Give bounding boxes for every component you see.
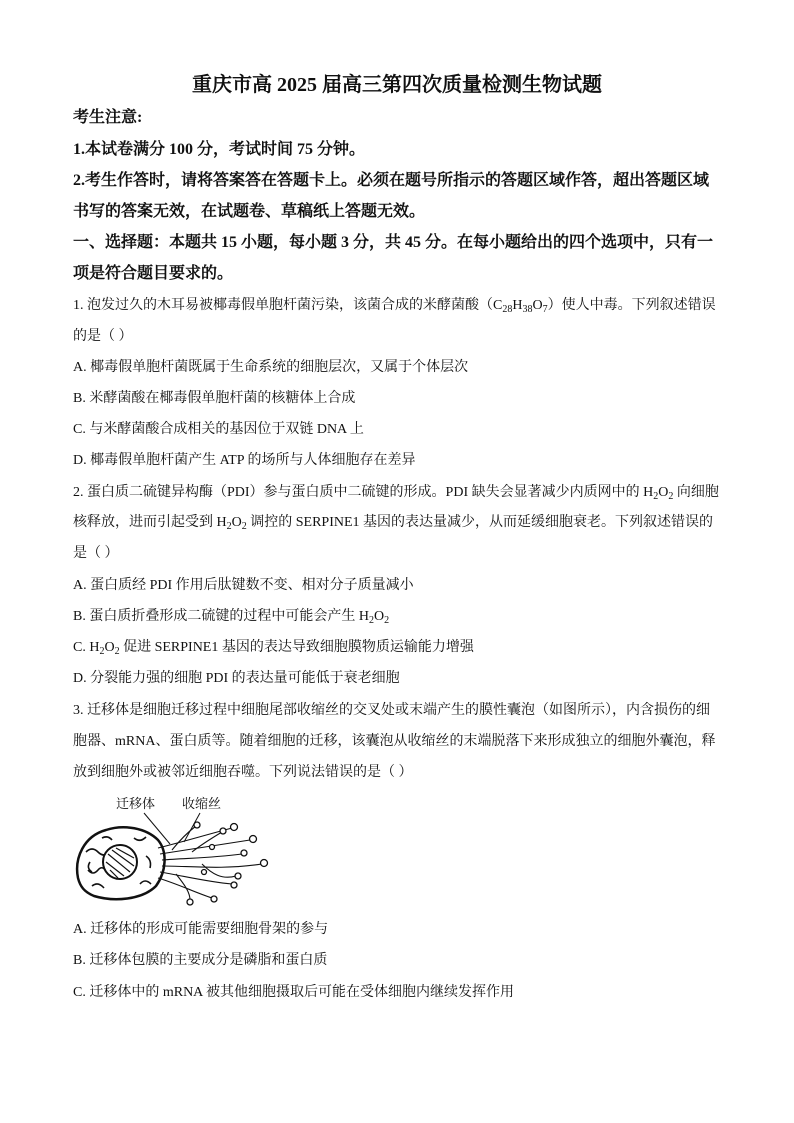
retraction-fibers (158, 826, 262, 900)
subscript: 2 (384, 615, 390, 626)
q2-stem-text-a: 2. 蛋白质二硫键异构酶（PDI）参与蛋白质中二硫键的形成。PDI 缺失会显著减少内质网中的 H (73, 485, 654, 500)
figure-label-fiber: 收缩丝 (182, 796, 222, 811)
q1-option-b: B. 米酵菌酸在椰毒假单胞杆菌的核糖体上合成 (73, 391, 356, 406)
q2-option-c (73, 638, 474, 658)
q3-stem-line-2: 胞器、mRNA、蛋白质等。随着细胞的迁移，该囊泡从收缩丝的末端脱落下来形成独立的细胞外囊泡，释 (73, 734, 716, 749)
q3-option-a: A. 迁移体的形成可能需要细胞骨架的参与 (73, 922, 329, 937)
q2-option-b (73, 607, 389, 627)
q2-stem-text-d: 调控的 SERPINE1 基因的表达量减少，从而延缓细胞衰老。下列叙述错误的 (246, 515, 714, 530)
q3-option-c: C. 迁移体中的 mRNA 被其他细胞摄取后可能在受体细胞内继续发挥作用 (73, 985, 515, 1000)
migrasome-figure (72, 792, 272, 910)
subscript: 2 (226, 521, 232, 532)
q2-option-c-text-b: 促进 SERPINE1 基因的表达导致细胞膜物质运输能力增强 (119, 640, 474, 655)
notice-item-2-line-2: 书写的答案无效，在试题卷、草稿纸上答题无效。 (73, 203, 426, 220)
formula-text: H (512, 298, 523, 313)
subscript: 28 (502, 304, 513, 315)
q1-stem-line-2: 的是（ ） (73, 329, 133, 344)
page-title: 重庆市高 2025 届高三第四次质量检测生物试题 (192, 74, 602, 96)
q2-stem-text-b: 向细胞 (673, 485, 719, 500)
subscript: 2 (114, 646, 120, 657)
formula-text: O (658, 485, 669, 500)
subscript: 38 (522, 304, 533, 315)
formula-text: O (373, 609, 385, 624)
q2-stem-line-3: 是（ ） (73, 546, 119, 561)
q1-stem-text-a: 1. 泡发过久的木耳易被椰毒假单胞杆菌污染，该菌合成的米酵菌酸（C (73, 298, 503, 313)
formula-text: O (231, 515, 242, 530)
q3-stem-line-3: 放到细胞外或被邻近细胞吞噬。下列说法错误的是（ ） (73, 765, 413, 780)
q2-option-c-text-a: C. H (73, 640, 100, 655)
notice-item-1: 1.本试卷满分 100 分，考试时间 75 分钟。 (73, 141, 366, 158)
notice-heading: 考生注意: (73, 109, 143, 126)
q2-stem-line-2 (73, 513, 713, 533)
subscript: 2 (368, 615, 374, 626)
q1-option-d: D. 椰毒假单胞杆菌产生 ATP 的场所与人体细胞存在差异 (73, 453, 416, 468)
q1-stem-line-1 (73, 296, 716, 316)
q1-option-c: C. 与米酵菌酸合成相关的基因位于双链 DNA 上 (73, 422, 364, 437)
q2-option-d: D. 分裂能力强的细胞 PDI 的表达量可能低于衰老细胞 (73, 671, 400, 686)
q2-option-a: A. 蛋白质经 PDI 作用后肽键数不变、相对分子质量减小 (73, 578, 414, 593)
subscript: 2 (241, 521, 247, 532)
section-heading-line-2: 项是符合题目要求的。 (73, 265, 234, 282)
section-heading-line-1: 一、选择题：本题共 15 小题，每小题 3 分，共 45 分。在每小题给出的四个选项中，只有一 (73, 234, 714, 251)
subscript: 7 (542, 304, 548, 315)
subscript: 2 (653, 491, 659, 502)
q1-option-a: A. 椰毒假单胞杆菌既属于生命系统的细胞层次，又属于个体层次 (73, 360, 469, 375)
formula-text: O (104, 640, 115, 655)
q2-option-b-text: B. 蛋白质折叠形成二硫键的过程中可能会产生 H (73, 609, 369, 624)
q1-stem-text-b: ）使人中毒。下列叙述错误 (547, 298, 716, 313)
subscript: 2 (668, 491, 674, 502)
migrasome-vesicles (187, 822, 268, 905)
figure-label-migrasome: 迁移体 (116, 796, 156, 811)
q3-option-b: B. 迁移体包膜的主要成分是磷脂和蛋白质 (73, 953, 328, 968)
notice-item-2-line-1: 2.考生作答时，请将答案答在答题卡上。必须在题号所指示的答题区域作答，超出答题区域 (73, 172, 710, 189)
q2-stem-line-1 (73, 483, 719, 503)
subscript: 2 (99, 646, 105, 657)
q2-stem-text-c: 核释放，进而引起受到 H (73, 515, 227, 530)
q3-stem-line-1: 3. 迁移体是细胞迁移过程中细胞尾部收缩丝的交叉处或末端产生的膜性囊泡（如图所示），内含损伤的细 (73, 703, 710, 718)
formula-text: O (532, 298, 543, 313)
